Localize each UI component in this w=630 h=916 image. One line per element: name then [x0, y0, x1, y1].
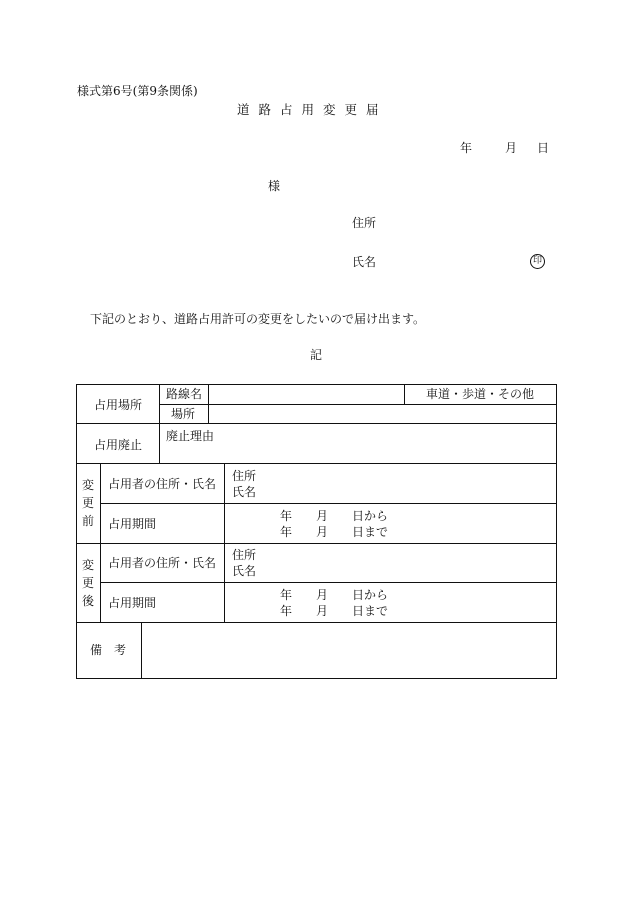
body-text: 下記のとおり、道路占用許可の変更をしたいので届け出ます。: [90, 312, 426, 326]
location-label: 場所: [171, 407, 196, 421]
table-border-top: [76, 384, 557, 385]
before-until-month: 月: [316, 525, 329, 539]
rule-roadtype-divider: [404, 384, 405, 405]
form-title: 道路占用変更届: [237, 102, 388, 117]
occupancy-place-label: 占用場所: [94, 398, 143, 412]
before-address-label: 住所: [232, 469, 257, 483]
table-border-right: [556, 384, 557, 679]
addressee-suffix: 様: [268, 179, 281, 193]
rule-route-bottom: [159, 404, 557, 405]
date-year: 年: [460, 141, 473, 155]
applicant-address-label: 住所: [352, 216, 377, 230]
rule-change-value-divider: [224, 463, 225, 623]
after-period-label: 占用期間: [108, 596, 157, 610]
rule-remarks-divider: [141, 622, 142, 679]
before-occupant-label: 占用者の住所・氏名: [108, 477, 217, 491]
form-number: 様式第6号(第9条関係): [77, 84, 198, 98]
rule-change-label-divider: [100, 463, 101, 623]
before-from-year: 年: [280, 509, 293, 523]
after-until-day: 日まで: [352, 604, 389, 618]
after-until-year: 年: [280, 604, 293, 618]
rule-place-bottom: [76, 423, 557, 424]
after-from-day: 日から: [352, 588, 389, 602]
date-day: 日: [537, 141, 550, 155]
before-period-label: 占用期間: [108, 517, 157, 531]
remarks-label: 備 考: [90, 643, 127, 657]
before-from-day: 日から: [352, 509, 389, 523]
before-until-year: 年: [280, 525, 293, 539]
rule-after-bottom: [76, 622, 557, 623]
before-change-label: 変更前: [81, 478, 94, 528]
seal-mark: 印: [530, 254, 545, 269]
abolition-label: 占用廃止: [94, 438, 143, 452]
after-from-year: 年: [280, 588, 293, 602]
date-line: [460, 142, 549, 154]
after-change-label: 変更後: [81, 558, 94, 608]
abolition-reason-label: 廃止理由: [166, 429, 215, 443]
after-address-label: 住所: [232, 548, 257, 562]
before-from-month: 月: [316, 509, 329, 523]
ki-heading: 記: [310, 348, 323, 362]
rule-subhead-divider: [208, 384, 209, 424]
after-occupant-label: 占用者の住所・氏名: [108, 556, 217, 570]
rule-abolition-bottom: [76, 463, 557, 464]
road-type-options: 車道・歩道・その他: [426, 387, 535, 401]
before-name-label: 氏名: [232, 485, 257, 499]
table-border-left: [76, 384, 77, 679]
applicant-name-label: 氏名: [352, 255, 377, 269]
after-name-label: 氏名: [232, 564, 257, 578]
rule-before-bottom: [76, 543, 557, 544]
rule-label-divider: [159, 384, 160, 464]
table-border-bottom: [76, 678, 557, 679]
before-until-day: 日まで: [352, 525, 389, 539]
rule-before-mid: [100, 503, 557, 504]
date-month: 月: [505, 141, 518, 155]
rule-after-mid: [100, 582, 557, 583]
route-name-label: 路線名: [166, 387, 203, 401]
after-until-month: 月: [316, 604, 329, 618]
after-from-month: 月: [316, 588, 329, 602]
form-table: [76, 384, 557, 679]
